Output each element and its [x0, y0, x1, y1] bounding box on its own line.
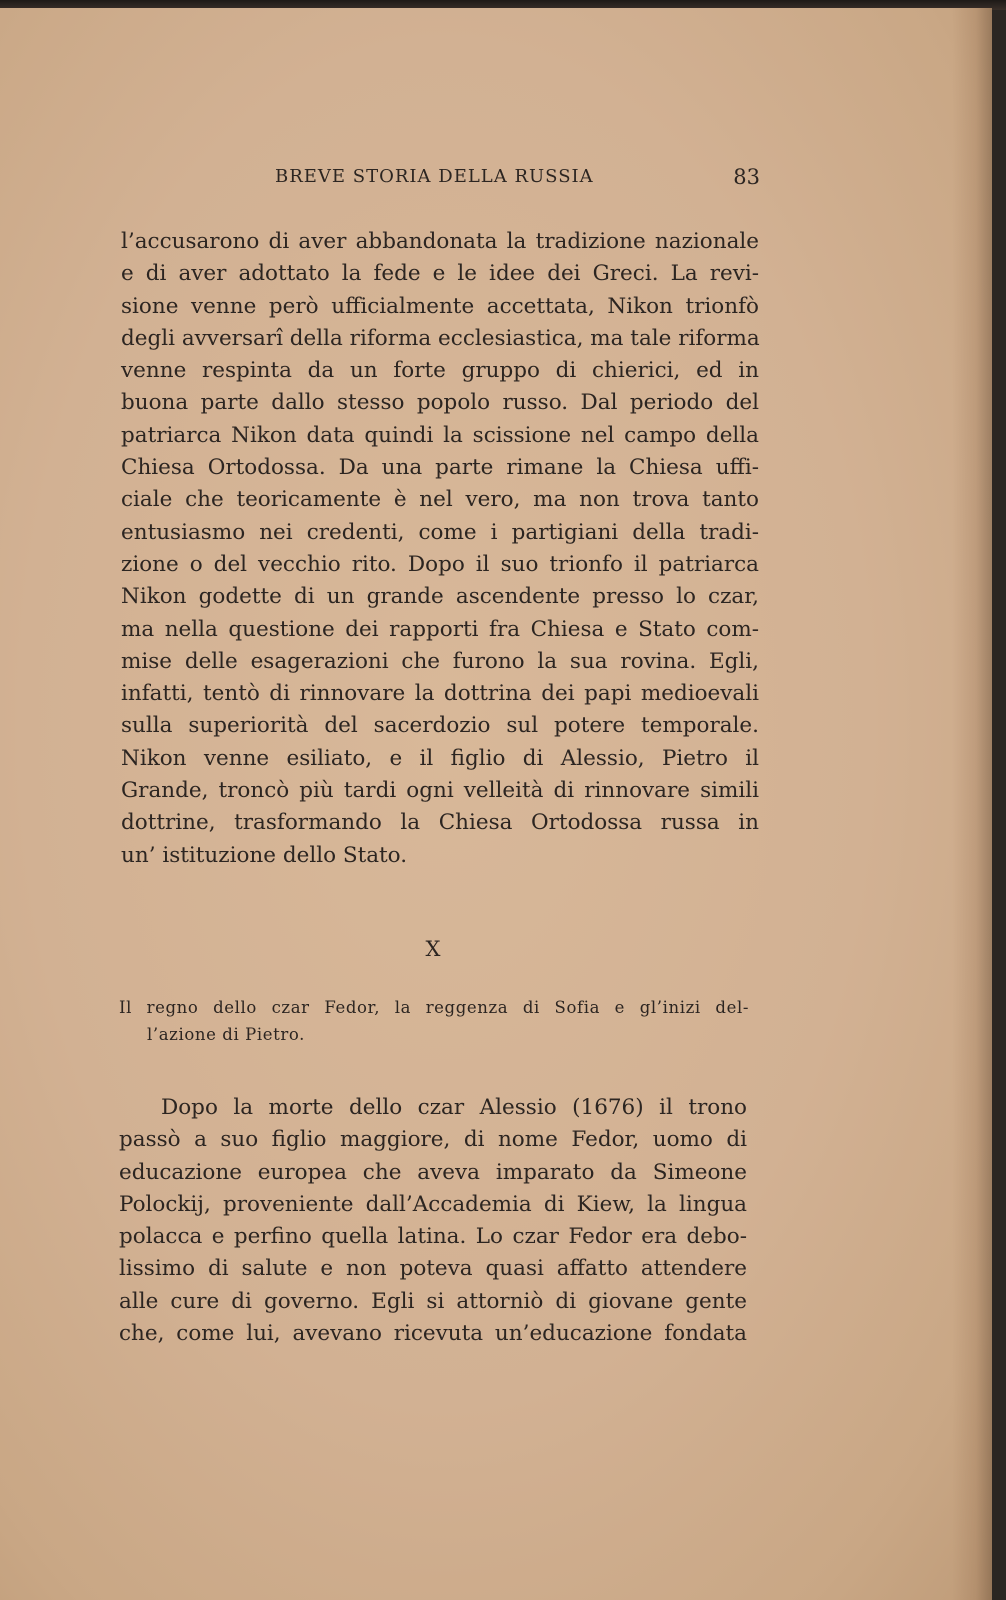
text-line: Chiesa Ortodossa. Da una parte rimane la Chiesa uffi- — [121, 455, 759, 481]
running-head — [120, 166, 760, 196]
text-line: sulla superiorità del sacerdozio sul potere temporale. — [121, 713, 759, 739]
section-number: X — [425, 937, 441, 961]
text-line: alle cure di governo. Egli si attorniò di giovane gente — [119, 1288, 747, 1314]
book-page — [0, 8, 992, 1600]
text-line: un’ istituzione dello Stato. — [121, 842, 408, 868]
text-line: infatti, tentò di rinnovare la dottrina dei papi medioevali — [121, 681, 759, 707]
text-line: educazione europea che aveva imparato da Simeone — [119, 1159, 747, 1185]
text-line: Nikon venne esiliato, e il figlio di Alessio, Pietro il — [121, 745, 759, 771]
text-line: e di aver adottato la fede e le idee dei Greci. La revi- — [121, 261, 759, 287]
text-line: l’accusarono di aver abbandonata la tradizione nazionale — [121, 229, 759, 254]
text-line: passò a suo figlio maggiore, di nome Fedor, uomo di — [119, 1127, 747, 1153]
text-line: che, come lui, avevano ricevuta un’educazione fondata — [119, 1321, 747, 1347]
text-line: venne respinta da un forte gruppo di chierici, ed in — [121, 358, 759, 384]
text-line: zione o del vecchio rito. Dopo il suo trionfo il patriarca — [121, 551, 759, 577]
text-line: lissimo di salute e non poteva quasi affatto attendere — [119, 1256, 747, 1282]
text-line: polacca e perfino quella latina. Lo czar Fedor era debo- — [119, 1224, 747, 1250]
paragraph-new — [119, 1092, 747, 1350]
text-line: mise delle esagerazioni che furono la sua rovina. Egli, — [121, 648, 759, 674]
summary-line: Il regno dello czar Fedor, la reggenza di Sofia e gl’inizi del- — [119, 998, 749, 1017]
text-line: ma nella questione dei rapporti fra Chiesa e Stato com- — [121, 616, 759, 642]
text-line: Dopo la morte dello czar Alessio (1676) il trono — [161, 1095, 747, 1120]
text-line: dottrine, trasformando la Chiesa Ortodossa russa in — [121, 810, 759, 836]
text-line: ciale che teoricamente è nel vero, ma non trova tanto — [121, 487, 759, 513]
page-number: 83 — [733, 165, 760, 189]
text-line: Nikon godette di un grande ascendente presso lo czar, — [121, 584, 759, 610]
text-line: sione venne però ufficialmente accettata, Nikon trionfò — [121, 293, 759, 319]
text-line: degli avversarî della riforma ecclesiastica, ma tale riforma — [121, 325, 760, 351]
paragraph-continued — [121, 226, 759, 872]
text-line: Grande, troncò più tardi ogni velleità di rinnovare simili — [121, 778, 759, 804]
running-title: BREVE STORIA DELLA RUSSIA — [275, 166, 594, 187]
text-line: entusiasmo nei credenti, come i partigiani della tradi- — [121, 519, 759, 545]
text-line: patriarca Nikon data quindi la scissione nel campo della — [121, 422, 759, 448]
text-line: Polockij, proveniente dall’Accademia di Kiew, la lingua — [119, 1191, 747, 1217]
text-line: buona parte dallo stesso popolo russo. Dal periodo del — [121, 390, 759, 416]
section-summary — [119, 994, 749, 1048]
summary-line: l’azione di Pietro. — [147, 1025, 305, 1044]
